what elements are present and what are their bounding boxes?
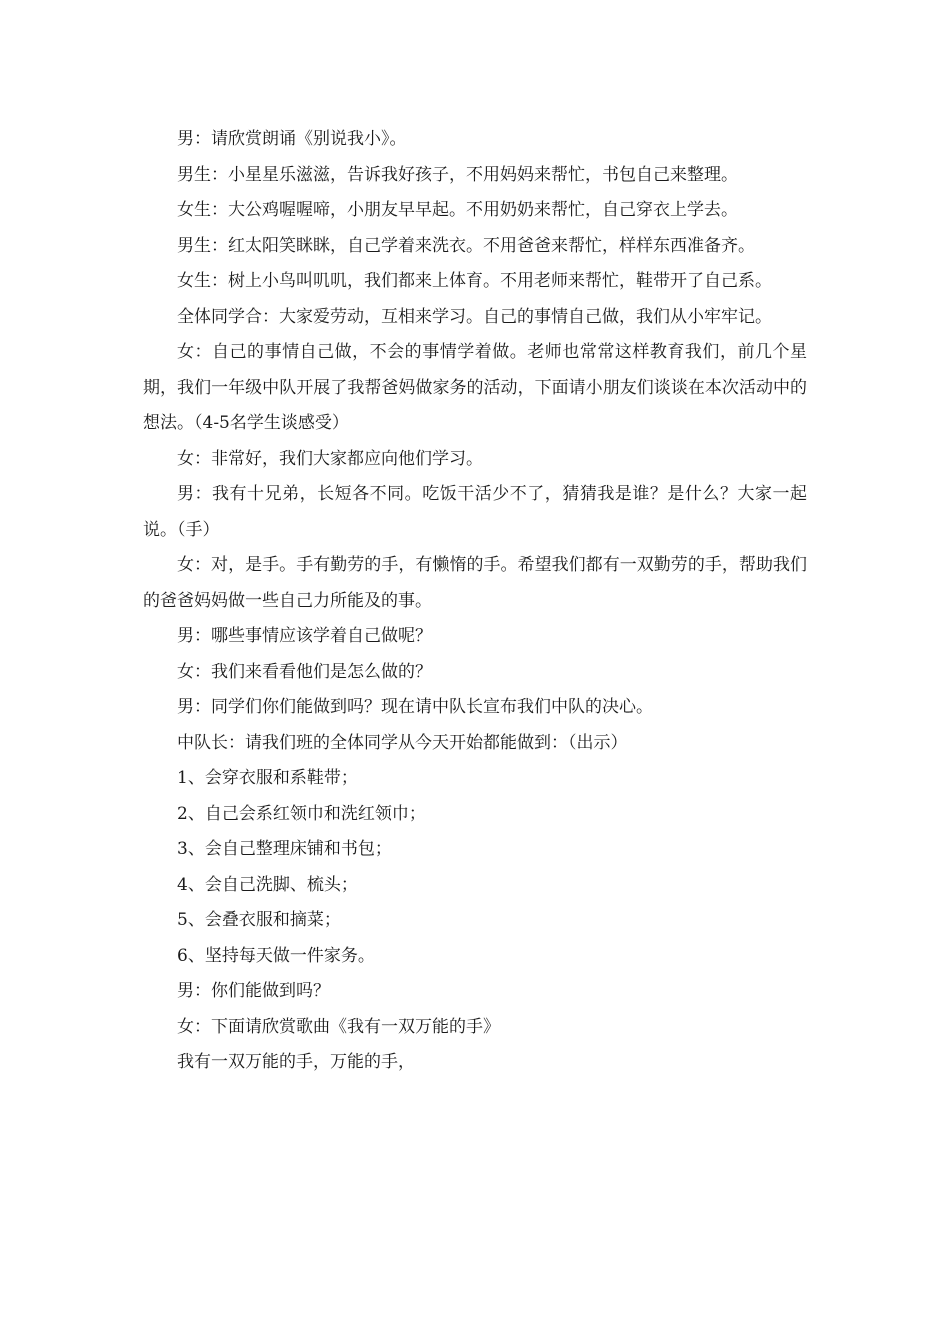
- paragraph: 男生：红太阳笑眯眯，自己学着来洗衣。不用爸爸来帮忙，样样东西准备齐。: [177, 235, 755, 256]
- paragraph: 女：我们来看看他们是怎么做的？: [177, 661, 432, 682]
- paragraph: 女生：树上小鸟叫叽叽，我们都来上体育。不用老师来帮忙，鞋带开了自己系。: [177, 271, 772, 291]
- paragraph: 女：对，是手。手有勤劳的手，有懒惰的手。希望我们都有一双勤劳的手，帮助我们的爸爸妈妈做一些自己力所能及的事。: [143, 555, 807, 611]
- paragraph: 女生：大公鸡喔喔啼，小朋友早早起。不用奶奶来帮忙，自己穿衣上学去。: [177, 200, 738, 220]
- paragraph: 男：我有十兄弟，长短各不同。吃饭干活少不了，猜猜我是谁？是什么？大家一起说。（手）: [143, 484, 807, 540]
- paragraph: 女：下面请欣赏歌曲《我有一双万能的手》: [177, 1016, 500, 1037]
- paragraph: 女：自己的事情自己做，不会的事情学着做。老师也常常这样教育我们，前几个星期，我们一年级中队开展了我帮爸妈做家务的活动，下面请小朋友们谈谈在本次活动中的想法。（4-5名学生谈感受）: [143, 342, 807, 433]
- paragraph: 中队长：请我们班的全体同学从今天开始都能做到：（出示）: [177, 732, 628, 753]
- paragraph: 男：你们能做到吗？: [177, 981, 330, 1001]
- list-item: 3、会自己整理床铺和书包；: [177, 839, 392, 859]
- paragraph: 男生：小星星乐滋滋，告诉我好孩子，不用妈妈来帮忙，书包自己来整理。: [177, 164, 738, 185]
- paragraph: 男：同学们你们能做到吗？现在请中队长宣布我们中队的决心。: [177, 697, 653, 717]
- paragraph: 男：哪些事情应该学着自己做呢？: [177, 626, 432, 646]
- list-item: 4、会自己洗脚、梳头；: [177, 874, 358, 895]
- list-item: 6、坚持每天做一件家务。: [177, 945, 375, 966]
- paragraph: 全体同学合：大家爱劳动，互相来学习。自己的事情自己做，我们从小牢牢记。: [177, 306, 772, 327]
- list-item: 5、会叠衣服和摘菜；: [177, 910, 341, 930]
- document-body: [143, 122, 807, 1081]
- paragraph: 男：请欣赏朗诵《别说我小》。: [177, 129, 407, 149]
- list-item: 2、自己会系红领巾和洗红领巾；: [177, 803, 426, 824]
- paragraph: 女：非常好，我们大家都应向他们学习。: [177, 448, 483, 469]
- list-item: 1、会穿衣服和系鞋带；: [177, 768, 358, 788]
- paragraph: 我有一双万能的手，万能的手，: [177, 1052, 415, 1072]
